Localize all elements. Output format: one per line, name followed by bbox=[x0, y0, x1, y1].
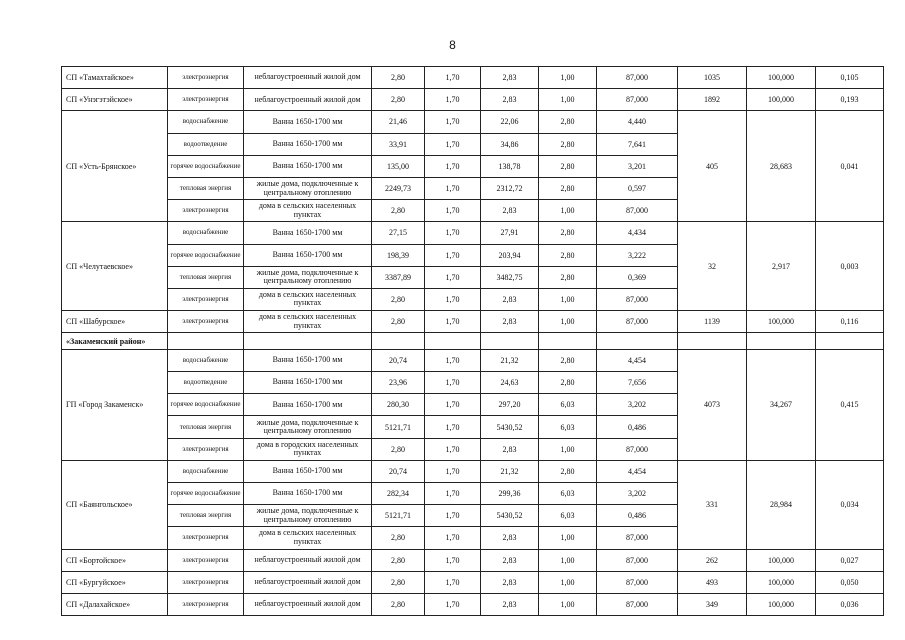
value-v2: 1,70 bbox=[425, 527, 481, 549]
value-v2: 1,70 bbox=[425, 133, 481, 155]
value-c2: 100,000 bbox=[747, 549, 816, 571]
value-v2: 1,70 bbox=[425, 549, 481, 571]
service-type: тепловая энергия bbox=[168, 266, 244, 288]
value-v1: 2,80 bbox=[372, 549, 425, 571]
service-type: горячее водоснабжение bbox=[168, 394, 244, 416]
service-type: электроэнергия bbox=[168, 67, 244, 89]
empty-cell bbox=[425, 333, 481, 350]
value-v5: 7,641 bbox=[597, 133, 678, 155]
value-v3: 2,83 bbox=[481, 89, 539, 111]
value-v1: 2,80 bbox=[372, 438, 425, 460]
value-c1: 493 bbox=[678, 571, 747, 593]
settlement-name: СП «Тамахтайское» bbox=[62, 67, 168, 89]
service-type: электроэнергия bbox=[168, 89, 244, 111]
value-v2: 1,70 bbox=[425, 593, 481, 615]
value-v4: 1,00 bbox=[539, 527, 597, 549]
value-v2: 1,70 bbox=[425, 372, 481, 394]
value-v5: 0,486 bbox=[597, 416, 678, 438]
value-c1: 349 bbox=[678, 593, 747, 615]
value-v4: 6,03 bbox=[539, 416, 597, 438]
value-c3: 0,034 bbox=[816, 460, 884, 549]
value-v3: 2,83 bbox=[481, 527, 539, 549]
settlement-name: ГП «Город Закаменск» bbox=[62, 349, 168, 460]
value-v4: 2,80 bbox=[539, 460, 597, 482]
service-type: электроэнергия bbox=[168, 549, 244, 571]
value-v1: 2,80 bbox=[372, 527, 425, 549]
value-c1: 1139 bbox=[678, 311, 747, 333]
value-v3: 2,83 bbox=[481, 67, 539, 89]
object-type: неблагоустроенный жилой дом bbox=[244, 549, 372, 571]
service-type: горячее водоснабжение bbox=[168, 155, 244, 177]
value-c2: 28,984 bbox=[747, 460, 816, 549]
value-c1: 1035 bbox=[678, 67, 747, 89]
object-type: Ванна 1650-1700 мм bbox=[244, 372, 372, 394]
value-v4: 2,80 bbox=[539, 372, 597, 394]
value-v4: 2,80 bbox=[539, 177, 597, 199]
object-type: дома в городских населенных пунктах bbox=[244, 438, 372, 460]
value-c2: 100,000 bbox=[747, 89, 816, 111]
value-v4: 1,00 bbox=[539, 549, 597, 571]
value-v3: 22,06 bbox=[481, 111, 539, 133]
value-v5: 87,000 bbox=[597, 527, 678, 549]
value-v5: 3,222 bbox=[597, 244, 678, 266]
value-v2: 1,70 bbox=[425, 571, 481, 593]
value-c2: 100,000 bbox=[747, 311, 816, 333]
value-v1: 2,80 bbox=[372, 67, 425, 89]
table-row bbox=[62, 593, 884, 615]
value-v3: 138,78 bbox=[481, 155, 539, 177]
value-v4: 1,00 bbox=[539, 200, 597, 222]
table-row bbox=[62, 571, 884, 593]
object-type: жилые дома, подключенные к центральному отоплению bbox=[244, 177, 372, 199]
value-v1: 21,46 bbox=[372, 111, 425, 133]
value-v5: 4,440 bbox=[597, 111, 678, 133]
value-v1: 23,96 bbox=[372, 372, 425, 394]
empty-cell bbox=[481, 333, 539, 350]
value-c3: 0,116 bbox=[816, 311, 884, 333]
tariff-table bbox=[61, 66, 884, 616]
object-type: неблагоустроенный жилой дом bbox=[244, 89, 372, 111]
settlement-name: СП «Бургуйское» bbox=[62, 571, 168, 593]
object-type: неблагоустроенный жилой дом bbox=[244, 593, 372, 615]
object-type: Ванна 1650-1700 мм bbox=[244, 133, 372, 155]
value-v2: 1,70 bbox=[425, 349, 481, 371]
value-c3: 0,003 bbox=[816, 222, 884, 311]
value-v2: 1,70 bbox=[425, 505, 481, 527]
value-v5: 87,000 bbox=[597, 200, 678, 222]
service-type: водоснабжение bbox=[168, 222, 244, 244]
value-v3: 2,83 bbox=[481, 200, 539, 222]
table-row bbox=[62, 222, 884, 244]
value-v1: 135,00 bbox=[372, 155, 425, 177]
value-v4: 6,03 bbox=[539, 483, 597, 505]
empty-cell bbox=[747, 333, 816, 350]
empty-cell bbox=[816, 333, 884, 350]
value-v1: 2,80 bbox=[372, 288, 425, 310]
value-c3: 0,041 bbox=[816, 111, 884, 222]
service-type: электроэнергия bbox=[168, 311, 244, 333]
service-type: водоотведение bbox=[168, 133, 244, 155]
value-c1: 405 bbox=[678, 111, 747, 222]
object-type: Ванна 1650-1700 мм bbox=[244, 222, 372, 244]
value-v3: 24,63 bbox=[481, 372, 539, 394]
object-type: дома в сельских населенных пунктах bbox=[244, 527, 372, 549]
value-v5: 87,000 bbox=[597, 571, 678, 593]
service-type: электроэнергия bbox=[168, 593, 244, 615]
settlement-name: СП «Челутаевское» bbox=[62, 222, 168, 311]
value-c1: 32 bbox=[678, 222, 747, 311]
empty-cell bbox=[597, 333, 678, 350]
value-c3: 0,193 bbox=[816, 89, 884, 111]
value-v5: 87,000 bbox=[597, 288, 678, 310]
value-v5: 87,000 bbox=[597, 89, 678, 111]
object-type: неблагоустроенный жилой дом bbox=[244, 571, 372, 593]
value-v2: 1,70 bbox=[425, 200, 481, 222]
service-type: электроэнергия bbox=[168, 438, 244, 460]
value-v1: 2,80 bbox=[372, 89, 425, 111]
value-v3: 5430,52 bbox=[481, 416, 539, 438]
value-v2: 1,70 bbox=[425, 438, 481, 460]
value-c2: 100,000 bbox=[747, 67, 816, 89]
value-v2: 1,70 bbox=[425, 177, 481, 199]
service-type: водоснабжение bbox=[168, 460, 244, 482]
value-c2: 2,917 bbox=[747, 222, 816, 311]
value-v5: 4,454 bbox=[597, 460, 678, 482]
service-type: водоотведение bbox=[168, 372, 244, 394]
value-v4: 1,00 bbox=[539, 67, 597, 89]
value-c3: 0,027 bbox=[816, 549, 884, 571]
district-header: «Закаменский район» bbox=[62, 333, 168, 350]
value-v2: 1,70 bbox=[425, 311, 481, 333]
value-v4: 1,00 bbox=[539, 288, 597, 310]
value-v3: 3482,75 bbox=[481, 266, 539, 288]
value-v5: 0,597 bbox=[597, 177, 678, 199]
table-row bbox=[62, 89, 884, 111]
value-v4: 2,80 bbox=[539, 244, 597, 266]
service-type: горячее водоснабжение bbox=[168, 244, 244, 266]
value-v4: 1,00 bbox=[539, 311, 597, 333]
value-v3: 297,20 bbox=[481, 394, 539, 416]
value-v3: 203,94 bbox=[481, 244, 539, 266]
empty-cell bbox=[168, 333, 244, 350]
service-type: электроэнергия bbox=[168, 200, 244, 222]
value-v1: 2,80 bbox=[372, 311, 425, 333]
value-v1: 2,80 bbox=[372, 593, 425, 615]
value-v1: 2,80 bbox=[372, 571, 425, 593]
empty-cell bbox=[372, 333, 425, 350]
settlement-name: СП «Баянгольское» bbox=[62, 460, 168, 549]
table-row bbox=[62, 111, 884, 133]
service-type: электроэнергия bbox=[168, 571, 244, 593]
empty-cell bbox=[539, 333, 597, 350]
value-v3: 2312,72 bbox=[481, 177, 539, 199]
value-v1: 198,39 bbox=[372, 244, 425, 266]
value-v1: 5121,71 bbox=[372, 416, 425, 438]
value-v1: 2249,73 bbox=[372, 177, 425, 199]
value-v4: 2,80 bbox=[539, 111, 597, 133]
value-v2: 1,70 bbox=[425, 155, 481, 177]
value-v1: 280,30 bbox=[372, 394, 425, 416]
value-v4: 6,03 bbox=[539, 394, 597, 416]
object-type: Ванна 1650-1700 мм bbox=[244, 155, 372, 177]
value-v3: 2,83 bbox=[481, 549, 539, 571]
value-v5: 3,201 bbox=[597, 155, 678, 177]
value-v3: 34,86 bbox=[481, 133, 539, 155]
value-c3: 0,036 bbox=[816, 593, 884, 615]
value-v1: 282,34 bbox=[372, 483, 425, 505]
table-row bbox=[62, 67, 884, 89]
value-v4: 1,00 bbox=[539, 438, 597, 460]
value-c1: 262 bbox=[678, 549, 747, 571]
value-v5: 0,486 bbox=[597, 505, 678, 527]
value-v5: 3,202 bbox=[597, 394, 678, 416]
object-type: Ванна 1650-1700 мм bbox=[244, 483, 372, 505]
value-v2: 1,70 bbox=[425, 416, 481, 438]
value-c3: 0,105 bbox=[816, 67, 884, 89]
service-type: горячее водоснабжение bbox=[168, 483, 244, 505]
value-v4: 2,80 bbox=[539, 222, 597, 244]
settlement-name: СП «Далахайское» bbox=[62, 593, 168, 615]
value-v3: 21,32 bbox=[481, 349, 539, 371]
value-v4: 6,03 bbox=[539, 505, 597, 527]
service-type: электроэнергия bbox=[168, 527, 244, 549]
value-v5: 87,000 bbox=[597, 549, 678, 571]
value-v3: 2,83 bbox=[481, 311, 539, 333]
object-type: Ванна 1650-1700 мм bbox=[244, 244, 372, 266]
value-v3: 2,83 bbox=[481, 571, 539, 593]
object-type: дома в сельских населенных пунктах bbox=[244, 311, 372, 333]
value-v1: 2,80 bbox=[372, 200, 425, 222]
value-v2: 1,70 bbox=[425, 394, 481, 416]
value-v3: 5430,52 bbox=[481, 505, 539, 527]
object-type: Ванна 1650-1700 мм bbox=[244, 394, 372, 416]
table-row bbox=[62, 460, 884, 482]
object-type: дома в сельских населенных пунктах bbox=[244, 288, 372, 310]
object-type: Ванна 1650-1700 мм bbox=[244, 349, 372, 371]
table-row bbox=[62, 349, 884, 371]
object-type: неблагоустроенный жилой дом bbox=[244, 67, 372, 89]
value-c3: 0,415 bbox=[816, 349, 884, 460]
settlement-name: СП «Усть-Брянское» bbox=[62, 111, 168, 222]
service-type: электроэнергия bbox=[168, 288, 244, 310]
value-v1: 5121,71 bbox=[372, 505, 425, 527]
value-c2: 28,683 bbox=[747, 111, 816, 222]
value-v2: 1,70 bbox=[425, 89, 481, 111]
settlement-name: СП «Шабурское» bbox=[62, 311, 168, 333]
value-v5: 4,454 bbox=[597, 349, 678, 371]
value-v4: 2,80 bbox=[539, 349, 597, 371]
value-v1: 3387,89 bbox=[372, 266, 425, 288]
value-v3: 2,83 bbox=[481, 288, 539, 310]
value-c2: 100,000 bbox=[747, 571, 816, 593]
value-v2: 1,70 bbox=[425, 67, 481, 89]
value-v5: 87,000 bbox=[597, 67, 678, 89]
object-type: Ванна 1650-1700 мм bbox=[244, 111, 372, 133]
value-v3: 2,83 bbox=[481, 593, 539, 615]
value-v4: 1,00 bbox=[539, 593, 597, 615]
value-v5: 87,000 bbox=[597, 593, 678, 615]
object-type: Ванна 1650-1700 мм bbox=[244, 460, 372, 482]
object-type: жилые дома, подключенные к центральному отоплению bbox=[244, 505, 372, 527]
value-v5: 87,000 bbox=[597, 438, 678, 460]
value-v4: 2,80 bbox=[539, 133, 597, 155]
value-c2: 100,000 bbox=[747, 593, 816, 615]
value-v5: 0,369 bbox=[597, 266, 678, 288]
value-v3: 21,32 bbox=[481, 460, 539, 482]
value-v2: 1,70 bbox=[425, 460, 481, 482]
value-c2: 34,267 bbox=[747, 349, 816, 460]
value-v5: 87,000 bbox=[597, 311, 678, 333]
object-type: дома в сельских населенных пунктах bbox=[244, 200, 372, 222]
value-c3: 0,050 bbox=[816, 571, 884, 593]
service-type: водоснабжение bbox=[168, 111, 244, 133]
value-v1: 20,74 bbox=[372, 349, 425, 371]
value-v2: 1,70 bbox=[425, 111, 481, 133]
value-v4: 1,00 bbox=[539, 571, 597, 593]
value-c1: 331 bbox=[678, 460, 747, 549]
table-row bbox=[62, 549, 884, 571]
district-header-row bbox=[62, 333, 884, 350]
value-v4: 2,80 bbox=[539, 266, 597, 288]
service-type: тепловая энергия bbox=[168, 416, 244, 438]
value-v1: 33,91 bbox=[372, 133, 425, 155]
value-v3: 299,36 bbox=[481, 483, 539, 505]
value-v5: 4,434 bbox=[597, 222, 678, 244]
empty-cell bbox=[244, 333, 372, 350]
value-v4: 2,80 bbox=[539, 155, 597, 177]
value-v2: 1,70 bbox=[425, 483, 481, 505]
service-type: водоснабжение bbox=[168, 349, 244, 371]
settlement-name: СП «Унэгэтэйское» bbox=[62, 89, 168, 111]
page-number: 8 bbox=[449, 38, 456, 52]
value-c1: 1892 bbox=[678, 89, 747, 111]
value-v1: 27,15 bbox=[372, 222, 425, 244]
object-type: жилые дома, подключенные к центральному отоплению bbox=[244, 416, 372, 438]
value-v2: 1,70 bbox=[425, 244, 481, 266]
value-v2: 1,70 bbox=[425, 288, 481, 310]
service-type: тепловая энергия bbox=[168, 505, 244, 527]
value-v1: 20,74 bbox=[372, 460, 425, 482]
value-v3: 27,91 bbox=[481, 222, 539, 244]
settlement-name: СП «Бортойское» bbox=[62, 549, 168, 571]
value-v3: 2,83 bbox=[481, 438, 539, 460]
value-v2: 1,70 bbox=[425, 222, 481, 244]
empty-cell bbox=[678, 333, 747, 350]
object-type: жилые дома, подключенные к центральному отоплению bbox=[244, 266, 372, 288]
value-v4: 1,00 bbox=[539, 89, 597, 111]
value-v5: 3,202 bbox=[597, 483, 678, 505]
table-row bbox=[62, 311, 884, 333]
value-v2: 1,70 bbox=[425, 266, 481, 288]
service-type: тепловая энергия bbox=[168, 177, 244, 199]
value-v5: 7,656 bbox=[597, 372, 678, 394]
value-c1: 4073 bbox=[678, 349, 747, 460]
